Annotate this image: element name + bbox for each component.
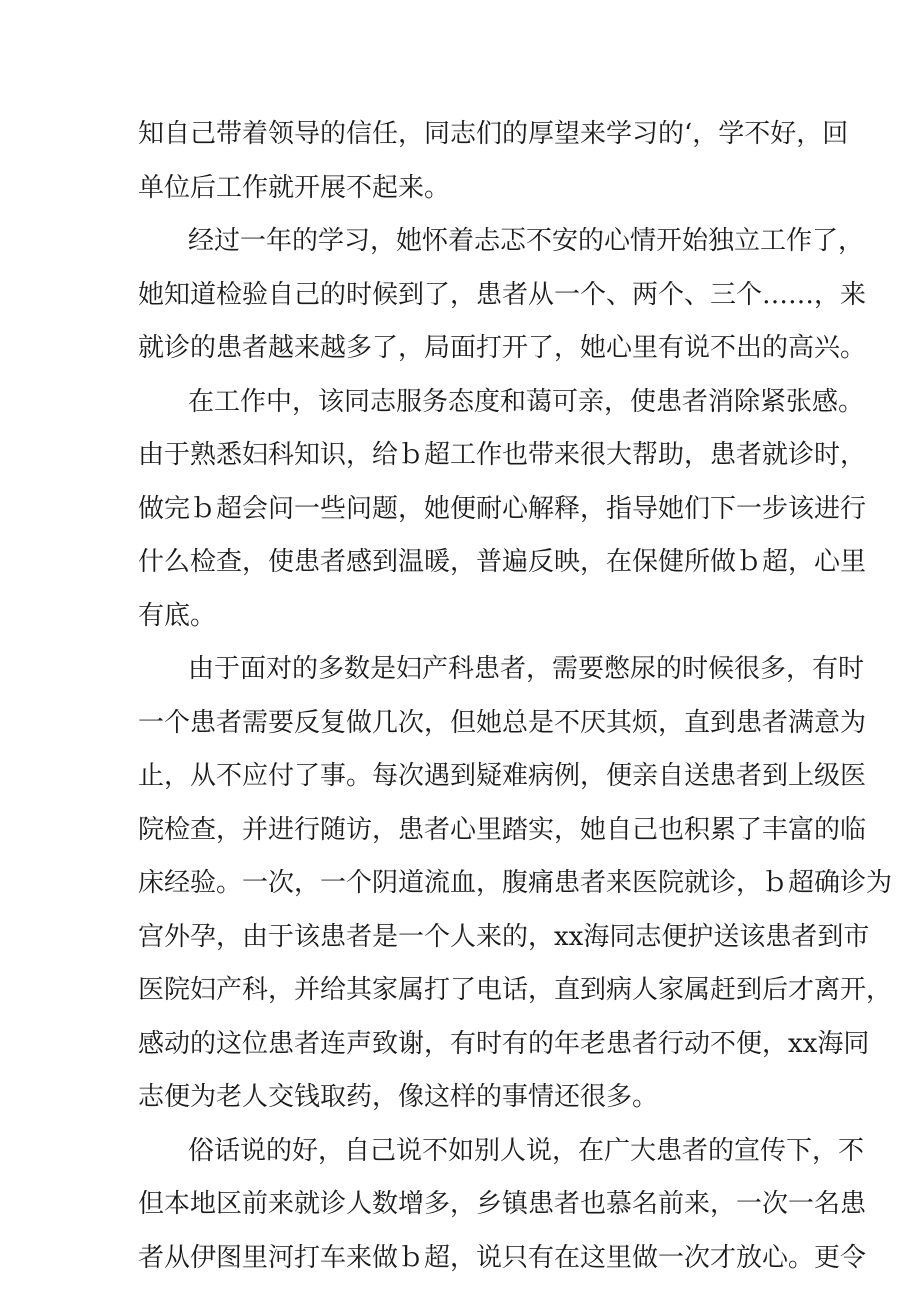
text-line: 一个患者需要反复做几次，但她总是不厌其烦，直到患者满意为 (138, 707, 867, 738)
text-line: 有底。 (138, 600, 217, 631)
text-line: 她知道检验自己的时候到了，患者从一个、两个、三个……，来 (138, 279, 867, 310)
text-line: 什么检查，使患者感到温暖，普遍反映，在保健所做ｂ超，心里 (138, 547, 867, 577)
text-line: 单位后工作就开展不起来。 (138, 172, 451, 203)
text-line: 在工作中，该同志服务态度和蔼可亲，使患者消除紧张感。 (188, 386, 865, 417)
text-line: 宫外孕，由于该患者是一个人来的，xx海同志便护送该患者到市 (138, 921, 870, 952)
text-line: 医院妇产科，并给其家属打了电话，直到病人家属赶到后才离开， (138, 975, 893, 1005)
text-line: 感动的这位患者连声致谢，有时有的年老患者行动不便，xx海同 (138, 1028, 870, 1059)
text-line: 做完ｂ超会问一些问题，她便耐心解释，指导她们下一步该进行 (138, 493, 867, 524)
text-line: 床经验。一次，一个阴道流血，腹痛患者来医院就诊，ｂ超确诊为 (138, 868, 893, 898)
text-line: 志便为老人交钱取药，像这样的事情还很多。 (138, 1082, 659, 1112)
text-line: 者从伊图里河打车来做ｂ超，说只有在这里做一次才放心。更令 (138, 1242, 867, 1273)
text-line: 知自己带着领导的信任，同志们的厚望来学习的‘，学不好，回 (138, 119, 849, 149)
text-line: 但本地区前来就诊人数增多，乡镇患者也慕名前来，一次一名患 (138, 1189, 867, 1219)
text-line: 由于面对的多数是妇产科患者，需要憋尿的时候很多，有时 (188, 654, 865, 684)
paragraph (138, 643, 893, 1125)
text-line: 经过一年的学习，她怀着忐忑不安的心情开始独立工作了， (188, 226, 865, 256)
paragraph (138, 1125, 867, 1286)
text-line: 就诊的患者越来越多了，局面打开了，她心里有说不出的高兴。 (138, 333, 867, 363)
text-line: 止，从不应付了事。每次遇到疑难病例，便亲自送患者到上级医 (138, 761, 867, 791)
paragraph (138, 376, 867, 644)
paragraph (138, 215, 867, 376)
text-line: 俗话说的好，自己说不如别人说，在广大患者的宣传下，不 (188, 1135, 865, 1166)
text-line: 由于熟悉妇科知识，给ｂ超工作也带来很大帮助，患者就诊时， (138, 440, 867, 470)
text-line: 院检查，并进行随访，患者心里踏实，她自己也积累了丰富的临 (138, 814, 867, 845)
body-text (138, 108, 893, 1285)
paragraph (138, 108, 849, 215)
